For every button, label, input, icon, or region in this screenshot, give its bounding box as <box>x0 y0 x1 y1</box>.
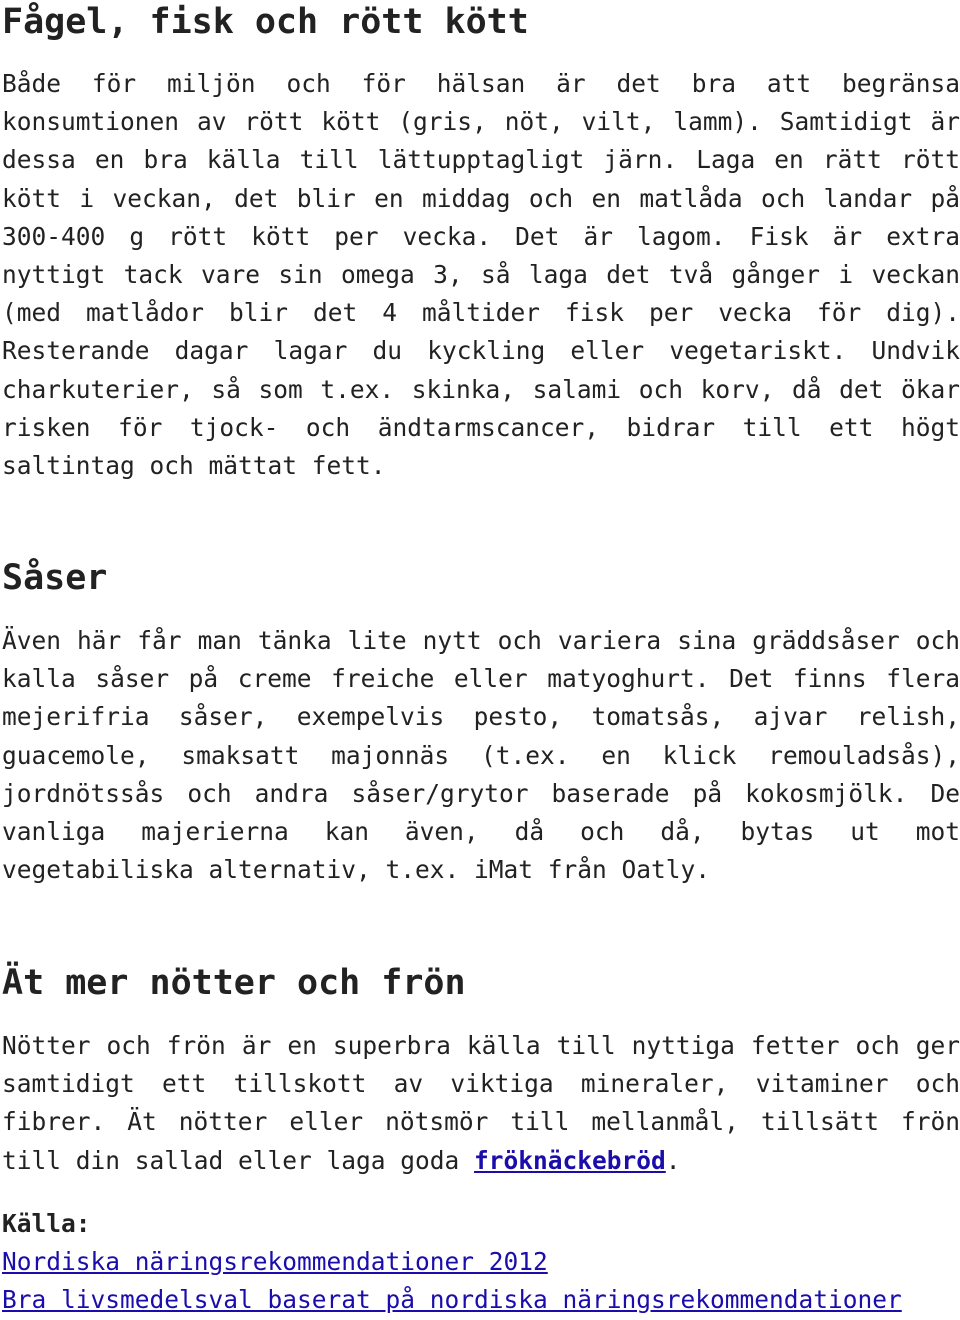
source-links <box>2 1243 902 1319</box>
paragraph-nuts-seeds <box>0 1027 960 1180</box>
heading-sauces: Såser <box>2 558 108 598</box>
paragraph-nuts-seeds-text: Nötter och frön är en superbra källa till nyttiga fetter och ger samtidigt ett tillskott av viktiga mineraler, vitaminer och fibrer. Ät nötter eller nötsmör till mellanmål, tillsätt frön till din sallad eller laga goda <box>2 1031 960 1175</box>
heading-poultry-fish-meat: Fågel, fisk och rött kött <box>2 2 529 42</box>
heading-nuts-seeds: Ät mer nötter och frön <box>2 963 466 1003</box>
source-link-food-choices[interactable]: Bra livsmedelsval baserat på nordiska näringsrekommendationer <box>2 1285 902 1315</box>
seed-crispbread-link[interactable]: fröknäckebröd <box>474 1145 666 1175</box>
paragraph-nuts-seeds-end: . <box>665 1145 681 1175</box>
source-link-nnr-2012[interactable]: Nordiska näringsrekommendationer 2012 <box>2 1247 548 1276</box>
source-label: Källa: <box>2 1209 91 1238</box>
paragraph-poultry-fish-meat: Både för miljön och för hälsan är det bra att begränsa konsumtionen av rött kött (gris, nöt, vilt, lamm). Samtidigt är dessa en bra källa till lättupptagligt järn. Laga en rätt rött kött i veckan, det blir en middag och en matlåda och landar på 300-400 g rött kött per vecka. Det är lagom. Fisk är extra nyttigt tack vare sin omega 3, så laga det två gånger i veckan (med matlådor blir det 4 måltider fisk per vecka för dig). Resterande dagar lagar du kyckling eller vegetariskt. Undvik charkuterier, så som t.ex. skinka, salami och korv, då det ökar risken för tjock- och ändtarmscancer, bidrar till ett högt saltintag och mättat fett. <box>2 69 960 481</box>
paragraph-sauces: Även här får man tänka lite nytt och variera sina gräddsåser och kalla såser på creme freiche eller matyoghurt. Det finns flera mejerifria såser, exempelvis pesto, tomatsås, ajvar relish, guacemole, smaksatt majonnäs (t.ex. en klick remouladsås), jordnötssås och andra såser/grytor baserade på kokosmjölk. De vanliga majerierna kan även, då och då, bytas ut mot vegetabiliska alternativ, t.ex. iMat från Oatly. <box>2 626 960 885</box>
